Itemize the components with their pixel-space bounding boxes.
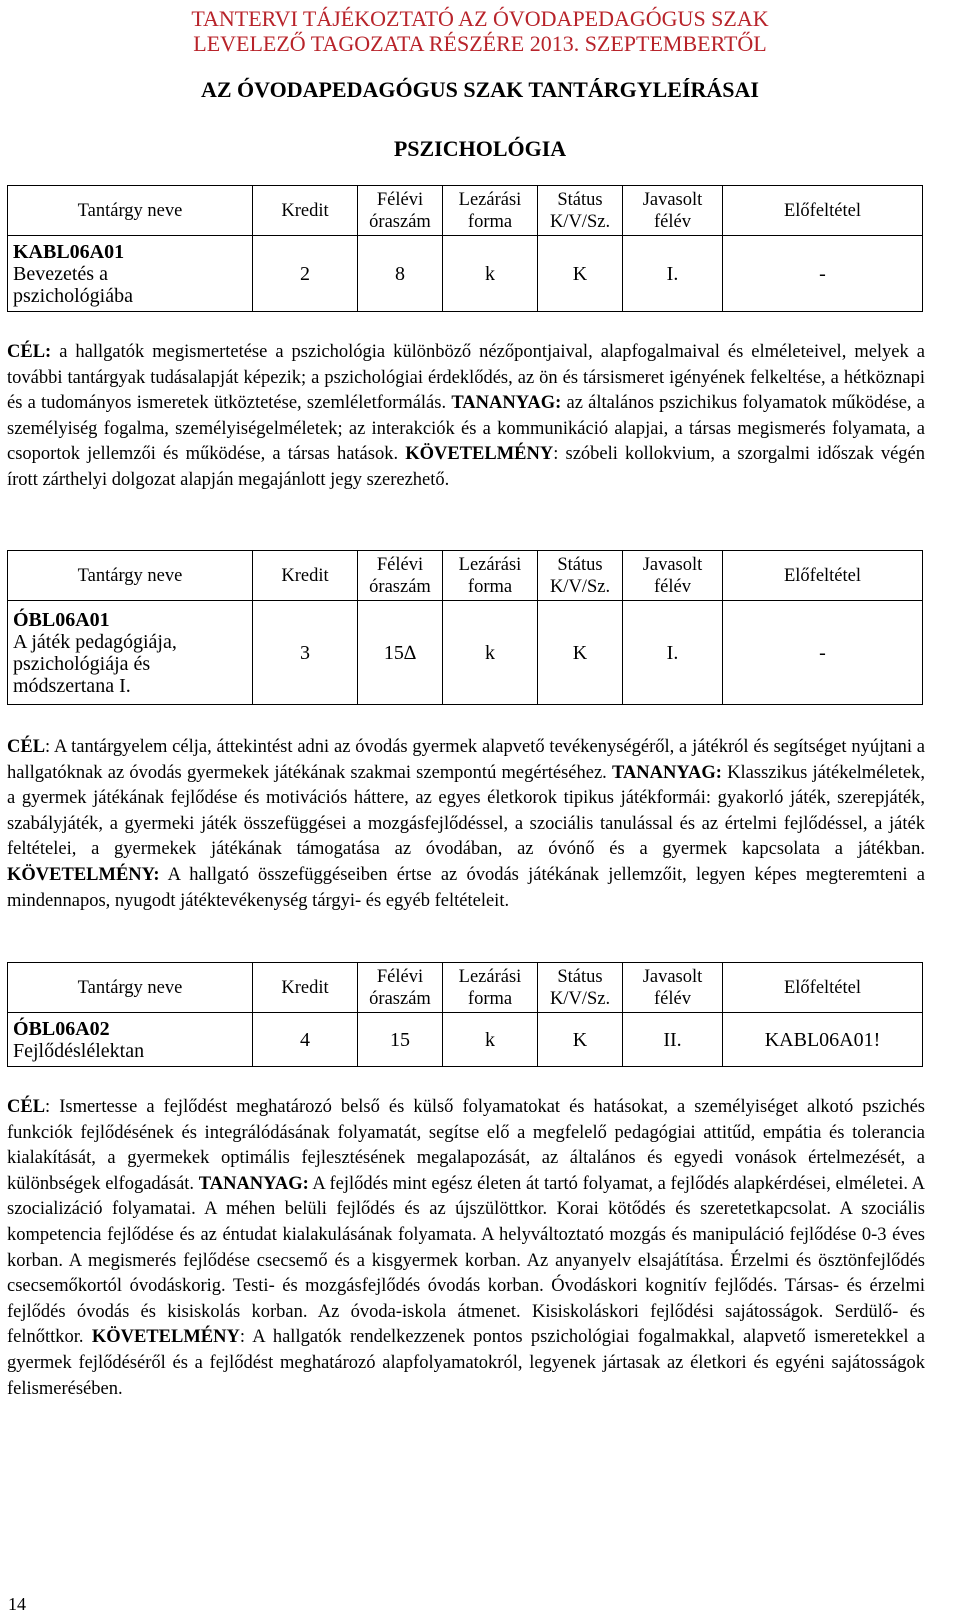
kovetelmeny-label: KÖVETELMÉNY	[405, 444, 554, 465]
tananyag-label: TANANYAG:	[451, 393, 562, 414]
course-oraszam: 15	[358, 1013, 443, 1067]
tananyag-label: TANANYAG:	[198, 1173, 309, 1194]
course-code: ÓBL06A01	[13, 608, 110, 631]
course-status: K	[538, 601, 623, 705]
tananyag-label: TANANYAG:	[611, 762, 722, 783]
course-lezaras: k	[443, 236, 538, 312]
cel-label: CÉL	[7, 737, 46, 757]
kovetelmeny-label: KÖVETELMÉNY:	[7, 864, 160, 885]
header-lezaras: Lezárási forma	[443, 963, 538, 1013]
course-status: K	[538, 236, 623, 312]
course-status: K	[538, 1013, 623, 1067]
header-oraszam: Félévi óraszám	[358, 186, 443, 236]
document-title: AZ ÓVODAPEDAGÓGUS SZAK TANTÁRGYLEÍRÁSAI	[200, 77, 759, 102]
course-table-3	[7, 962, 923, 1067]
kovetelmeny-text: A hallgató összefüggéseiben értse az óvodás játékának jellemzőit, legyen képes megteremteni a mindennapos, nyugodt játéktevékenység tárgyi- és egyéb feltételeit.	[7, 864, 925, 911]
header-oraszam: Félévi óraszám	[358, 963, 443, 1013]
course-oraszam: 8	[358, 236, 443, 312]
kovetelmeny-text: szóbeli kollokvium, a szorgalmi időszak végén írott zárthelyi dolgozat alapján megajánlott jegy szerezhető.	[7, 444, 925, 490]
tananyag-text: A fejlődés mint egész életen át tartó folyamat, a fejlődés alapkérdései, elméletei. A szocializáció folyamatai. A méhen belüli fejlődés és az újszülöttkor. Korai kötődés és szeretetkapcsolat. A szociális kompetencia fejlődése és az éntudat kialakulásának folyamata. A helyváltoztató mozgás és manipuláció fejlődése 0-3 éves korban. A megismerés fejlődése csecsemő és a kisgyermek korban. Az anyanyelv elsajátítása. Érzelmi és ösztönfejlődés csecsemőkortól óvodáskorig. Testi- és mozgásfejlődés óvodás korban. Óvodáskori kognitív fejlődés. Társas- és érzelmi fejlődés óvodás és kisiskolás korban. Az óvoda-iskola átmenet. Kisiskoláskori fejlődési sajátosságok. Serdülő- és felnőttkor.	[7, 1173, 926, 1348]
course-code: ÓBL06A02	[13, 1017, 110, 1040]
course-felev: I.	[623, 601, 723, 705]
course-values-row	[8, 601, 923, 705]
course-values-row	[8, 236, 923, 312]
cel-text: a hallgatók megismertetése a pszichológia különböző nézőpontjaival, alapfogalmaival és elméleteivel, melyek a további tantárgyak tudásalapját képezik; a pszichológiai érdeklődés, az ön és társismeret igényének felkeltése, a hétköznapi és a tudományos ismeretek ütköztetése, szemléletformálás.	[7, 342, 925, 414]
header-felev: Javasolt félév	[623, 963, 723, 1013]
header-felev: Javasolt félév	[623, 551, 723, 601]
course-description-3: CÉL: Ismertesse a fejlődést meghatározó belső és külső folyamatokat és hatásokat, a személyiséget alkotó pszichés funkciók fejlődésének és integrálódásának folyamatát, segítse elő a megfelelő pedagógiai attitűd, empátia és tolerancia kialakítását, a gyermekek optimális fejlesztésének megalapozását, az általános és egyedi vonások értelmezését, a különbségek elfogadását. TANANYAG: A fejlődés mint egész életen át tartó folyamat, a fejlődés alapkérdései, elméletei. A szocializáció folyamatai. A méhen belüli fejlődés és az újszülöttkor. Korai kötődés és szeretetkapcsolat. A szociális kompetencia fejlődése és az éntudat kialakulásának folyamata. A helyváltoztató mozgás és manipuláció fejlődése 0-3 éves korban. A megismerés fejlődése csecsemő és a kisgyermek korban. Az anyanyelv elsajátítása. Érzelmi és ösztönfejlődés csecsemőkortól óvodáskorig. Testi- és mozgásfejlődés óvodás korban. Óvodáskori kognitív fejlődés. Társas- és érzelmi fejlődés óvodás és kisiskolás korban. Az óvoda-iskola átmenet. Kisiskoláskori fejlődési sajátosságok. Serdülő- és felnőttkor. KÖVETELMÉNY: A hallgatók rendelkezzenek pontos pszichológiai fogalmakkal, alapvető ismeretekkel a gyermek fejlődéséről és a fejlődést meghatározó alapfolyamatokról, legyenek jártasak az életkori és egyéni sajátosságok felismerésében.	[7, 1097, 926, 1399]
cel-text: A tantárgyelem célja, áttekintést adni az óvodás gyermek alapvető tevékenységéről, a játékról és segítséget nyújtani a hallgatóknak az óvodás gyermekek játékának szakmai szempontú megértéséhez.	[7, 737, 925, 783]
course-name-cell: ÓBL06A02 Fejlődéslélektan	[8, 1013, 253, 1067]
header-oraszam: Félévi óraszám	[358, 551, 443, 601]
course-felev: II.	[623, 1013, 723, 1067]
section-title: PSZICHOLÓGIA	[393, 136, 567, 161]
course-kredit: 3	[253, 601, 358, 705]
course-kredit: 2	[253, 236, 358, 312]
course-lezaras: k	[443, 601, 538, 705]
header-name: Tantárgy neve	[8, 551, 253, 601]
course-table-1	[7, 185, 923, 312]
header-name: Tantárgy neve	[8, 963, 253, 1013]
course-lezaras: k	[443, 1013, 538, 1067]
header-kredit: Kredit	[253, 551, 358, 601]
header-elofeltetel: Előfeltétel	[723, 186, 923, 236]
kovetelmeny-label: KÖVETELMÉNY	[91, 1327, 240, 1348]
header-kredit: Kredit	[253, 186, 358, 236]
cel-label: CÉL	[7, 1097, 46, 1117]
header-status: Státus K/V/Sz.	[538, 186, 623, 236]
course-name-cell: ÓBL06A01 A játék pedagógiája, pszichológiája és módszertana I.	[8, 601, 253, 705]
header-lezaras: Lezárási forma	[443, 551, 538, 601]
header-line-1: TANTERVI TÁJÉKOZTATÓ AZ ÓVODAPEDAGÓGUS SZAK	[191, 6, 769, 31]
course-description-1: CÉL: a hallgatók megismertetése a pszichológia különböző nézőpontjaival, alapfogalmaival és elméleteivel, melyek a további tantárgyak tudásalapját képezik; a pszichológiai érdeklődés, az ön és társismeret igényének felkeltése, a hétköznapi és a tudományos ismeretek ütköztetése, szemléletformálás. TANANYAG: az általános pszichikus folyamatok működése, a személyiség fogalma, személyiségelméletek; az interakciók és a kommunikáció alapjai, a társas megismerés folyamata, a csoportok jellemzői és működése, a társas hatások. KÖVETELMÉNY: szóbeli kollokvium, a szorgalmi időszak végén írott zárthelyi dolgozat alapján megajánlott jegy szerezhető.	[7, 342, 925, 490]
course-kredit: 4	[253, 1013, 358, 1067]
header-lezaras: Lezárási forma	[443, 186, 538, 236]
course-description-2: CÉL: A tantárgyelem célja, áttekintést adni az óvodás gyermek alapvető tevékenységéről, a játékról és segítséget nyújtani a hallgatóknak az óvodás gyermekek játékának szakmai szempontú megértéséhez. TANANYAG: Klasszikus játékelméletek, a gyermek játékának fejlődése és motivációs háttere, az egyes életkorok tipikus játékformái: gyakorló játék, szerepjáték, szabályjáték, a gyermeki játék összefüggései a mozgásfejlődéssel, a szociális tanulással és az értelmi fejlődéssel, a játék feltételei, a gyermekek játékának támogatása az óvodában, az óvónő és a gyermek kapcsolata a játékban. KÖVETELMÉNY: A hallgató összefüggéseiben értse az óvodás játékának jellemzőit, legyen képes megteremteni a mindennapos, nyugodt játéktevékenység tárgyi- és egyéb feltételeit.	[7, 737, 925, 911]
kovetelmeny-text: A hallgatók rendelkezzenek pontos pszichológiai fogalmakkal, alapvető ismeretekkel a gyermek fejlődéséről és a fejlődést meghatározó alapfolyamatokról, legyenek jártasak az életkori és egyéni sajátosságok felismerésében.	[7, 1327, 925, 1399]
course-values-row	[8, 1013, 923, 1067]
course-name-cell: KABL06A01 Bevezetés a pszichológiába	[8, 236, 253, 312]
course-elofeltetel: KABL06A01!	[723, 1013, 923, 1067]
course-table-2	[7, 550, 923, 705]
course-code: KABL06A01	[13, 240, 125, 263]
course-header-row	[8, 186, 923, 236]
course-header-row	[8, 551, 923, 601]
document-header	[0, 6, 960, 56]
cel-text: Ismertesse a fejlődést meghatározó belső és külső folyamatokat és hatásokat, a személyiséget alkotó pszichés funkciók fejlődésének és integrálódásának folyamatát, segítse elő a megfelelő pedagógiai attitűd, empátia és tolerancia kialakítását, a gyermekek optimális fejlesztésének megalapozását, az általános és egyedi vonások értelmezését, a különbségek elfogadását.	[7, 1097, 925, 1194]
cel-label: CÉL:	[7, 342, 52, 362]
course-felev: I.	[623, 236, 723, 312]
course-header-row	[8, 963, 923, 1013]
course-elofeltetel: -	[723, 236, 923, 312]
tananyag-text: az általános pszichikus folyamatok működése, a személyiség fogalma, személyiségelméletek; az interakciók és a kommunikáció alapjai, a társas megismerés folyamata, a csoportok jellemzői és működése, a társas hatások.	[7, 393, 925, 465]
header-status: Státus K/V/Sz.	[538, 551, 623, 601]
tananyag-text: Klasszikus játékelméletek, a gyermek játékának fejlődése és motivációs háttere, az egyes életkorok tipikus játékformái: gyakorló játék, szerepjáték, szabályjáték, a gyermeki játék összefüggései a mozgásfejlődéssel, a szociális tanulással és az értelmi fejlődéssel, a játék feltételei, a gyermekek játékának támogatása az óvodában, az óvónő és a gyermek kapcsolata a játékban.	[7, 762, 925, 860]
header-kredit: Kredit	[253, 963, 358, 1013]
header-line-2: LEVELEZŐ TAGOZATA RÉSZÉRE 2013. SZEPTEMBERTŐL	[193, 31, 767, 56]
course-oraszam: 15∆	[358, 601, 443, 705]
header-name: Tantárgy neve	[8, 186, 253, 236]
header-elofeltetel: Előfeltétel	[723, 963, 923, 1013]
course-elofeltetel: -	[723, 601, 923, 705]
header-felev: Javasolt félév	[623, 186, 723, 236]
header-elofeltetel: Előfeltétel	[723, 551, 923, 601]
header-status: Státus K/V/Sz.	[538, 963, 623, 1013]
page-number: 14	[8, 1594, 26, 1614]
